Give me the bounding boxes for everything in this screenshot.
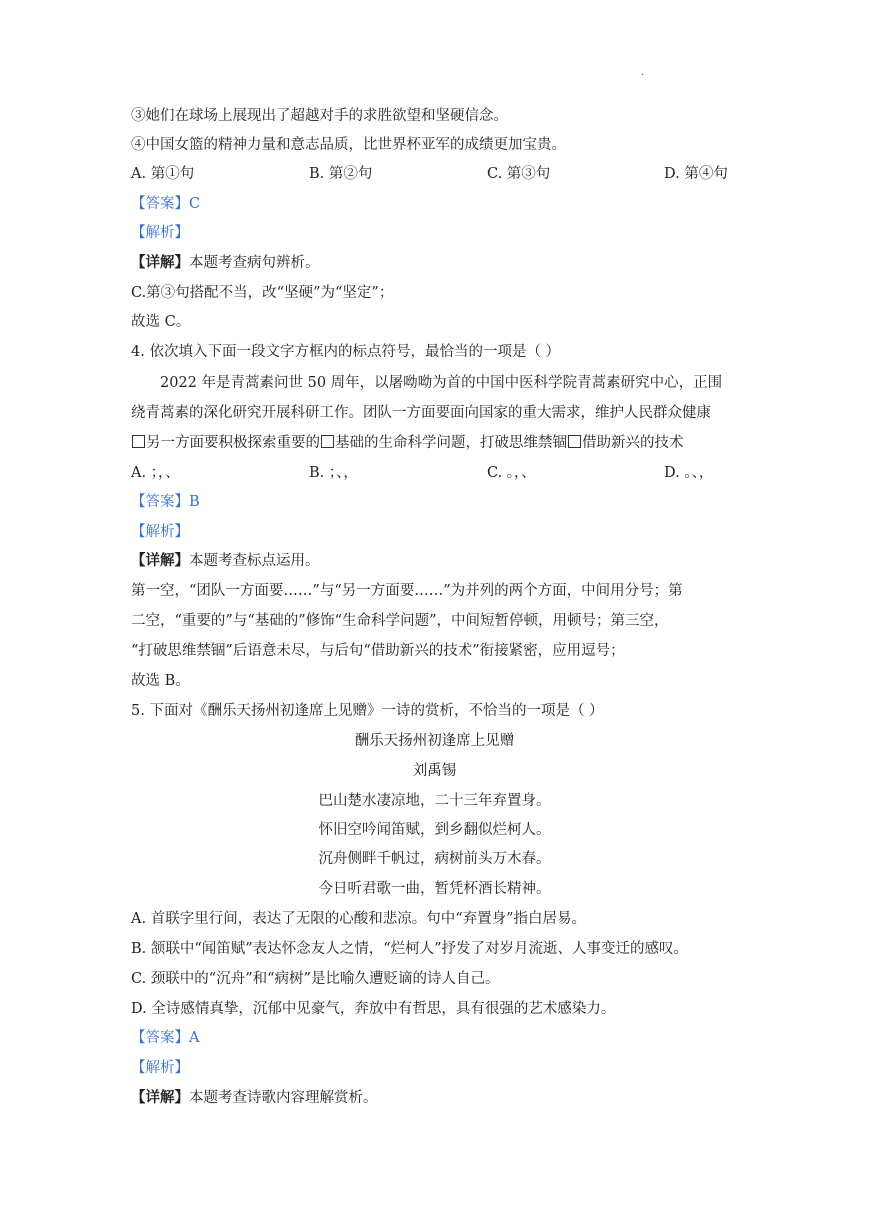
q5-option-b: B. 颔联中“闻笛赋”表达怀念友人之情，“烂柯人”抒发了对岁月流逝、人事变迁的感叹。 bbox=[131, 941, 689, 957]
q4-option-b: B. ；、， bbox=[309, 465, 358, 481]
detail-text: 本题考查诗歌内容理解赏析。 bbox=[189, 1090, 378, 1106]
poem-title: 酬乐天扬州初逢席上见赠 bbox=[354, 733, 515, 749]
q4-option-a: A. ；，、 bbox=[131, 465, 180, 481]
q4-option-c: C. 。，、 bbox=[487, 465, 536, 481]
answer-tag: 【答案】 bbox=[131, 494, 189, 510]
q4-analysis-tag: 【解析】 bbox=[131, 524, 189, 540]
q5-option-d: D. 全诗感情真挚，沉郁中见豪气，奔放中有哲思，具有很强的艺术感染力。 bbox=[131, 1001, 616, 1017]
q3-explain-2: 故选 C。 bbox=[131, 314, 191, 330]
sentence-3: ③她们在球场上展现出了超越对手的求胜欲望和坚硬信念。 bbox=[131, 108, 508, 124]
q5-answer bbox=[131, 1028, 199, 1048]
answer-value: A bbox=[189, 1030, 200, 1046]
q3-detail bbox=[131, 253, 320, 273]
q4-passage-1: 2022 年是青蒿素问世 50 周年，以屠呦呦为首的中国中医科学院青蒿素研究中心，正围 bbox=[160, 375, 723, 391]
q5-analysis-tag: 【解析】 bbox=[131, 1060, 189, 1076]
q5-option-a: A. 首联字里行间，表达了无限的心酸和悲凉。句中“弃置身”指白居易。 bbox=[131, 911, 587, 927]
q3-option-d: D. 第④句 bbox=[664, 166, 728, 182]
q3-analysis-tag: 【解析】 bbox=[131, 225, 189, 241]
sentence-4: ④中国女篮的精神力量和意志品质，比世界杯亚军的成绩更加宝贵。 bbox=[131, 137, 566, 153]
q4-answer bbox=[131, 492, 200, 512]
poem-line: 沉舟侧畔千帆过，病树前头万木春。 bbox=[318, 851, 551, 867]
q4-passage-3 bbox=[131, 433, 684, 453]
detail-tag: 【详解】 bbox=[131, 1089, 189, 1106]
passage-3a: 另一方面要积极探索重要的 bbox=[146, 435, 320, 451]
detail-tag: 【详解】 bbox=[131, 254, 189, 271]
q4-detail bbox=[131, 551, 320, 571]
passage-3c: 借助新兴的技术 bbox=[582, 435, 684, 451]
answer-value: C bbox=[189, 196, 201, 212]
q4-stem: 4. 依次填入下面一段文字方框内的标点符号，最恰当的一项是（ ） bbox=[131, 344, 561, 360]
q3-option-c: C. 第③句 bbox=[487, 166, 551, 182]
page-mark: · bbox=[641, 70, 645, 81]
q3-option-a: A. 第①句 bbox=[131, 166, 195, 182]
detail-text: 本题考查病句辨析。 bbox=[189, 255, 320, 271]
q3-option-b: B. 第②句 bbox=[309, 166, 373, 182]
q5-option-c: C. 颈联中的“沉舟”和“病树”是比喻久遭贬谪的诗人自己。 bbox=[131, 971, 500, 987]
passage-3b: 基础的生命科学问题，打破思维禁锢 bbox=[335, 435, 567, 451]
q5-detail bbox=[131, 1088, 378, 1108]
q4-explain-3: “打破思维禁锢”后语意未尽，与后句“借助新兴的技术”衔接紧密，应用逗号； bbox=[131, 643, 625, 659]
detail-text: 本题考查标点运用。 bbox=[189, 553, 320, 569]
q4-option-d: D. 。、， bbox=[664, 465, 714, 481]
poem-line: 今日听君歌一曲，暂凭杯酒长精神。 bbox=[318, 881, 551, 897]
q4-explain-2: 二空，“重要的”与“基础的”修饰“生命科学问题”，中间短暂停顿，用顿号；第三空， bbox=[131, 613, 669, 629]
q3-explain-1: C.第③句搭配不当，改“坚硬”为“坚定”； bbox=[131, 285, 394, 301]
poem-line: 怀旧空吟闻笛赋，到乡翻似烂柯人。 bbox=[318, 822, 551, 838]
q4-explain-4: 故选 B。 bbox=[131, 673, 190, 689]
answer-value: B bbox=[189, 494, 200, 510]
q3-answer bbox=[131, 194, 200, 214]
q4-passage-2: 绕青蒿素的深化研究开展科研工作。团队一方面要面向国家的重大需求，维护人民群众健康 bbox=[131, 405, 711, 421]
blank-box-2 bbox=[321, 435, 334, 448]
answer-tag: 【答案】 bbox=[131, 1030, 189, 1046]
poem-author: 刘禹锡 bbox=[412, 763, 457, 779]
q5-stem: 5. 下面对《酬乐天扬州初逢席上见赠》一诗的赏析，不恰当的一项是（ ） bbox=[131, 703, 604, 719]
answer-tag: 【答案】 bbox=[131, 196, 189, 212]
q4-explain-1: 第一空，“团队一方面要……”与“另一方面要……”为并列的两个方面，中间用分号；第 bbox=[131, 583, 683, 599]
blank-box-3 bbox=[568, 435, 581, 448]
detail-tag: 【详解】 bbox=[131, 552, 189, 569]
blank-box-1 bbox=[132, 435, 145, 448]
poem-line: 巴山楚水凄凉地，二十三年弃置身。 bbox=[318, 793, 551, 809]
